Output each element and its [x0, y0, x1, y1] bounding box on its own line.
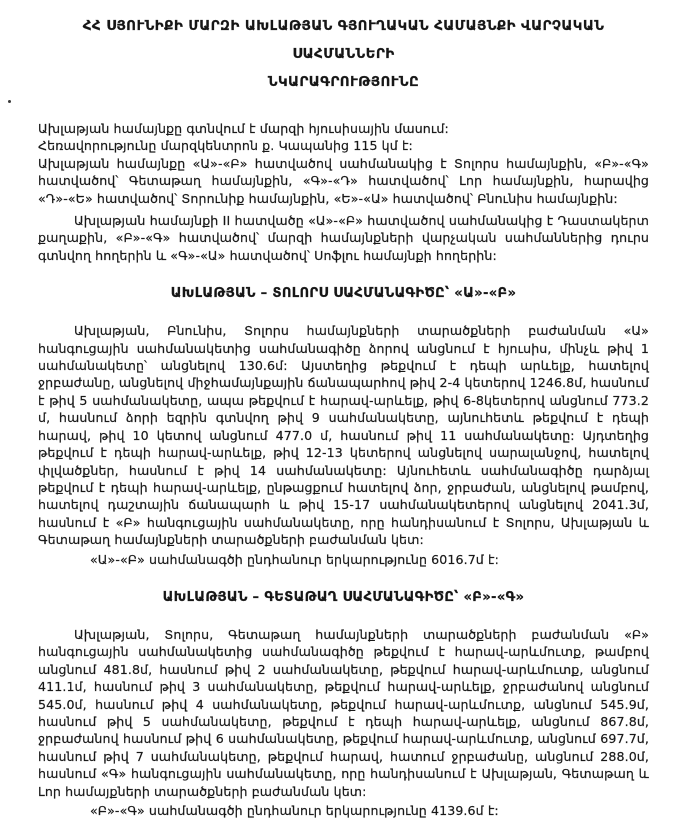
section-getatagh-total-length: «Բ»-«Գ» սահմանագծի ընդհանուր երկարությունը 4139.6մ է: [90, 803, 499, 818]
document-title-line2: ՆԿԱՐԱԳՐՈՒԹՅՈՒՆԸ [267, 74, 420, 90]
document-title [38, 12, 649, 96]
document-title-line1: ՀՀ ՍՅՈՒՆԻՔԻ ՄԱՐԶԻ ԱԽԼԱԹՅԱՆ ԳՅՈՒՂԱԿԱՆ ՀԱՄԱՅՆՔԻ ՎԱՐՉԱԿԱՆ ՍԱՀՄԱՆՆԵՐԻ [82, 18, 605, 62]
intro-distance-line: Հեռավորությունը մարզկենտրոն ք. Կապանից 115 կմ է: [38, 138, 413, 154]
section-getatagh-body: Ախլաթյան, Տոլորս, Գետաթաղ համայնքների տարածքների բաժանման «Բ» հանգուցային սահմանակետից սահմանագիծը թեքվում է հարավ-արևմուտք, թամբով անցնում 481.8մ, հասնում թիվ 2 սահմանակետը, թեքվում հարավ-արևմուտք, անցնում 411.1մ, հասնում թիվ 3 սահմանակետը, թեքվում հարավ-արևելք, ջրբաժանով անցնում 545.0մ, հասնում թիվ 4 սահմանակետը, թեքվում հարավ-արևմուտք, անցնում 545.9մ, հասնում թիվ 5 սահմանակետը, թեքվում է դեպի հարավ-արևելք, անցնում 867.8մ, ջրբաժանով հասնում թիվ 6 սահմանակետը, թեքվում հարավ-արևմուտք, անցնում 697.7մ, հասնում թիվ 7 սահմանակետը, թեքվում հարավ, հատում ջրբաժանը, անցնում 288.0մ, հասնում «Գ» հանգուցային սահմանակետը, որը հանդիսանում է Ախլաթյան, Գետաթաղ և Լոր համայքների տարածքների բաժանման կետ: [38, 626, 649, 799]
section-tolors-total-length: «Ա»-«Բ» սահմանագծի ընդհանուր երկարությունը 6016.7մ է: [90, 551, 499, 567]
scan-artifact-dot [8, 100, 11, 103]
intro-location-line: Ախլաթյան համայնքը գտնվում է մարզի հյուսիսային մասում: [38, 121, 449, 136]
intro-second-area-paragraph: Ախլաթյան համայնքի II հատվածը «Ա»-«Բ» հատվածով սահմանակից է Դաստակերտ քաղաքին, «Բ»-«Գ» հատվածով՝ մարզի համայնքների վարչական սահմաններից դուրս գտնվող հողերին և «Գ»-«Ա» հատվածով՝ Սոֆլու համայնքի հողերին: [38, 213, 649, 263]
section-heading-tolors: ԱԽԼԱԹՅԱՆ – ՏՈԼՈՐՍ ՍԱՀՄԱՆԱԳԻԾԸ՝ «Ա»-«Բ» [170, 286, 517, 302]
section-heading-getatagh: ԱԽԼԱԹՅԱՆ – ԳԵՏԱԹԱՂ ՍԱՀՄԱՆԱԳԻԾԸ՝ «Բ»-«Գ» [162, 589, 525, 605]
intro-borders-paragraph: Ախլաթյան համայնքը «Ա»-«Բ» հատվածով սահմանակից է Տոլորս համայնքին, «Բ»-«Գ» հատվածով՝ Գետաթաղ համայնքին, «Գ»-«Դ» հատվածով՝ Լոր համայնքին, հարավից «Դ»-«Ե» հատվածով՝ Տորունիք համայնքին, «Ե»-«Ա» հատվածով՝ Բնունիս համայնքին: [38, 155, 649, 206]
section-tolors-body: Ախլաթյան, Բնունիս, Տոլորս համայնքների տարածքների բաժանման «Ա» հանգուցային սահմանակետից սահմանագիծը ձորով անցնում է հյուսիս, մինչև թիվ 1 սահմանակետը՝ անցնելով 130.6մ: Այստեղից թեքվում է դեպի արևելք, հատելով ջրբաժանը, անցնելով միջհամայնքային ճանապարհով թիվ 2-4 կետերով 1246.8մ, հասնում է թիվ 5 սահմանակետը, ապա թեքվում է հարավ-արևելք, թիվ 6-8կետերով անցնում 773.2 մ, հասնում ձորի եզրին գտնվող թիվ 9 սահմանակետը, այնուհետև թեքվում է դեպի հարավ, թիվ 10 կետով անցնում 477.0 մ, հասնում թիվ 11 սահմանակետը: Այդտեղից թեքվում է դեպի հարավ-արևելք, թիվ 12-13 կետերով անցնելով սարալանջով, հատելով փլվածքներ, հասնում է թիվ 14 սահմանակետը: Այնուհետև սահմանագիծը դարձյալ թեքվում է դեպի հարավ-արևելք, ընթացքում հատելով ձոր, ջրբաժան, անցնելով թամբով, հատելով դաշտային ճանապարհ և թիվ 15-17 սահմանակետերով անցնելով 2041.3մ, հասնում է «Բ» հանգուցային սահմանակետը, որը հանդիսանում է Տոլորս, Ախլաթյան և Գետաթաղ համայնքների տարածքների բաժանման կետ: [38, 323, 649, 548]
